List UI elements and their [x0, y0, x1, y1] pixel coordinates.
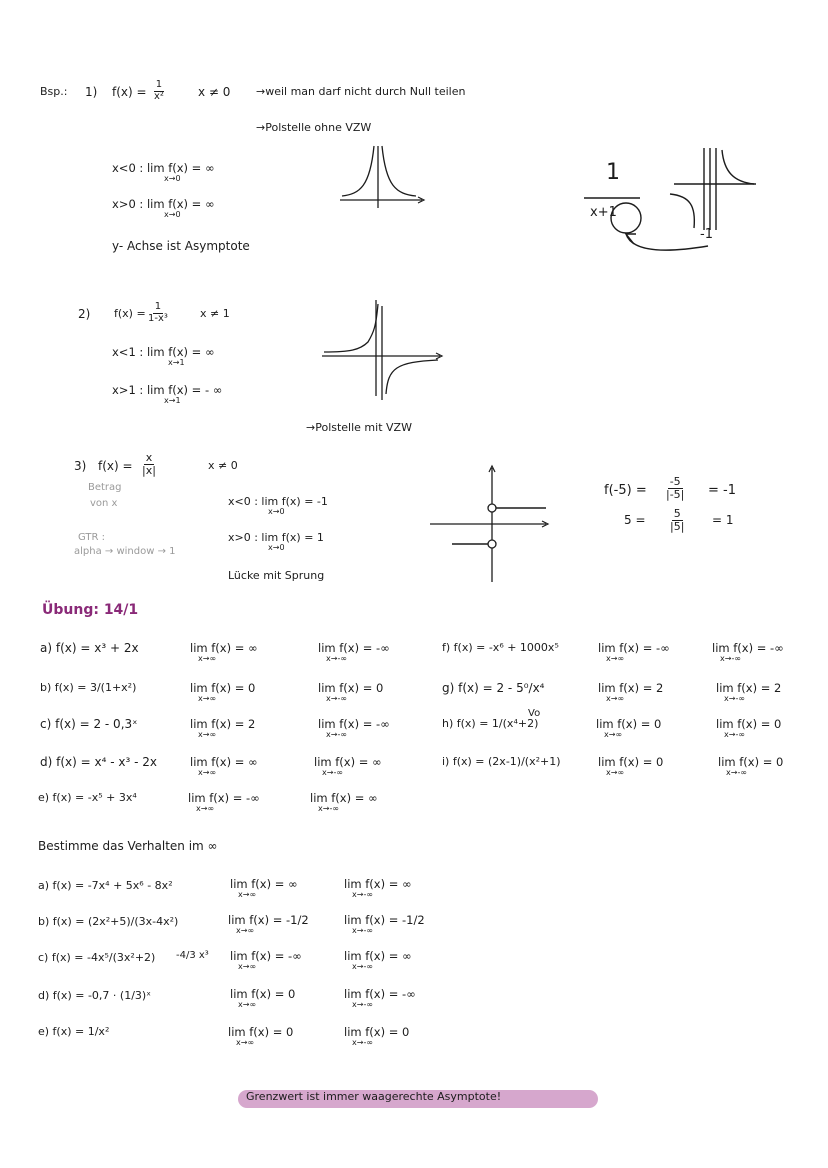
uebung-d-lim1-sub: x→∞ — [198, 767, 217, 777]
ex3-calc1-den: |-5| — [666, 487, 685, 501]
uebung-e-lim2 — [310, 792, 378, 813]
ex3-calc2-fraction — [668, 508, 686, 532]
uebung-d-lim1-text: lim f(x) = ∞ — [190, 755, 258, 769]
ex1-limit-left-text: x<0 : lim f(x) = ∞ — [112, 161, 215, 175]
uebung-g-label: g) f(x) = 2 - 5⁰/x⁴ — [442, 681, 545, 695]
bestimme-d-label: d) f(x) = -0,7 · (1/3)ˣ — [38, 989, 152, 1002]
uebung-g-lim2-sub: x→-∞ — [724, 693, 745, 703]
ex3-calc1-lhs: f(-5) = — [604, 483, 647, 498]
ex3-limit-right — [228, 532, 324, 553]
uebung-d-lim2-sub: x→-∞ — [322, 767, 343, 777]
bestimme-a-lim1 — [230, 878, 298, 899]
bestimme-b-label: b) f(x) = (2x²+5)/(3x-4x²) — [38, 915, 179, 928]
side-note-minus-one: -1 — [700, 227, 713, 242]
bestimme-d-lim2-text: lim f(x) = -∞ — [344, 987, 416, 1001]
ex1-limit-left-sub: x→0 — [164, 173, 181, 183]
bestimme-b-lim1 — [228, 914, 309, 935]
uebung-f-lim1-sub: x→∞ — [606, 653, 625, 663]
uebung-vo-note: Vo — [528, 708, 541, 719]
uebung-e-lim1-text: lim f(x) = -∞ — [188, 791, 260, 805]
bestimme-title: Bestimme das Verhalten im ∞ — [38, 839, 218, 853]
bestimme-e-lim1-sub: x→∞ — [236, 1037, 255, 1047]
uebung-b-lim1 — [190, 682, 255, 703]
ex3-limit-right-text: x>0 : lim f(x) = 1 — [228, 531, 324, 544]
uebung-g-lim2 — [716, 682, 781, 703]
ex3-alpha-note: alpha → window → 1 — [74, 546, 176, 557]
bestimme-b-lim1-text: lim f(x) = -1/2 — [228, 913, 309, 927]
uebung-c-label: c) f(x) = 2 - 0,3ˣ — [40, 717, 138, 731]
bestimme-d-lim2-sub: x→-∞ — [352, 999, 373, 1009]
uebung-d-lim1 — [190, 756, 258, 777]
side-note-numerator: 1 — [606, 160, 620, 185]
ex3-gtr-note: GTR : — [78, 532, 105, 543]
uebung-g-lim1-sub: x→∞ — [606, 693, 625, 703]
side-note-sketch — [578, 146, 764, 256]
bsp-label: Bsp.: — [40, 85, 68, 98]
uebung-h-lim1-sub: x→∞ — [604, 729, 623, 739]
uebung-g-lim1 — [598, 682, 663, 703]
bestimme-a-lim1-text: lim f(x) = ∞ — [230, 877, 298, 891]
bestimme-b-lim2-sub: x→-∞ — [352, 925, 373, 935]
ex3-fraction-den: |x| — [142, 463, 156, 477]
uebung-c-lim2 — [318, 718, 390, 739]
uebung-c-lim2-text: lim f(x) = -∞ — [318, 717, 390, 731]
ex2-graph — [320, 296, 446, 400]
uebung-i-lim2 — [718, 756, 783, 777]
uebung-e-lim2-text: lim f(x) = ∞ — [310, 791, 378, 805]
uebung-g-lim2-text: lim f(x) = 2 — [716, 681, 782, 695]
bestimme-a-label: a) f(x) = -7x⁴ + 5x⁶ - 8x² — [38, 879, 173, 892]
ex3-condition: x ≠ 0 — [208, 459, 238, 472]
ex1-asymptote-note: y- Achse ist Asymptote — [112, 239, 250, 253]
ex3-limit-left — [228, 496, 328, 517]
uebung-i-lim1 — [598, 756, 663, 777]
uebung-h-lim1 — [596, 718, 661, 739]
ex2-limit-left-text: x<1 : lim f(x) = ∞ — [112, 345, 215, 359]
ex3-limit-right-sub: x→0 — [268, 543, 285, 553]
ex3-calc2-rhs: = 1 — [712, 513, 734, 527]
ex3-calc2-lhs: 5 = — [624, 513, 646, 527]
uebung-h-lim2-text: lim f(x) = 0 — [716, 717, 782, 731]
bestimme-d-lim1-sub: x→∞ — [238, 999, 257, 1009]
bestimme-b-lim2 — [344, 914, 425, 935]
ex1-fraction-den: x² — [154, 90, 164, 102]
bestimme-c-lim1-sub: x→∞ — [238, 961, 257, 971]
uebung-d-label: d) f(x) = x⁴ - x³ - 2x — [40, 755, 157, 769]
uebung-b-lim1-text: lim f(x) = 0 — [190, 681, 256, 695]
ex3-graph — [428, 464, 552, 584]
uebung-h-label: h) f(x) = 1/(x⁴+2) — [442, 717, 539, 730]
ex3-betrag-note: Betrag — [88, 482, 122, 493]
ex3-calc2-num: 5 — [673, 507, 681, 520]
bestimme-a-lim2-sub: x→-∞ — [352, 889, 373, 899]
uebung-i-lim2-sub: x→-∞ — [726, 767, 747, 777]
bestimme-e-lim2-sub: x→-∞ — [352, 1037, 373, 1047]
ex2-limit-left — [112, 346, 215, 367]
uebung-d-lim2 — [314, 756, 382, 777]
uebung-b-label: b) f(x) = 3/(1+x²) — [40, 681, 137, 694]
ex1-fraction — [152, 80, 166, 102]
ex1-limit-right — [112, 198, 215, 219]
ex3-number: 3) — [74, 459, 87, 473]
ex1-limit-right-text: x>0 : lim f(x) = ∞ — [112, 197, 215, 211]
footer-note: Grenzwert ist immer waagerechte Asymptote! — [246, 1090, 502, 1103]
bestimme-a-lim2 — [344, 878, 412, 899]
uebung-a-lim2-text: lim f(x) = -∞ — [318, 641, 390, 655]
ex2-fraction — [146, 302, 170, 324]
bestimme-e-lim2 — [344, 1026, 409, 1047]
ex2-pole-note: →Polstelle mit VZW — [306, 421, 412, 434]
bestimme-b-lim1-sub: x→∞ — [236, 925, 255, 935]
uebung-f-lim2-text: lim f(x) = -∞ — [712, 641, 784, 655]
ex1-graph — [336, 140, 428, 212]
ex2-fraction-den: 1-x³ — [148, 312, 168, 324]
bestimme-c-lim1 — [230, 950, 302, 971]
ex2-limit-right-text: x>1 : lim f(x) = - ∞ — [112, 383, 223, 397]
ex3-calc1-rhs: = -1 — [708, 483, 736, 498]
bestimme-d-lim2 — [344, 988, 416, 1009]
uebung-f-label: f) f(x) = -x⁶ + 1000x⁵ — [442, 641, 559, 654]
uebung-e-lim1 — [188, 792, 260, 813]
bestimme-c-label: c) f(x) = -4x⁵/(3x²+2) — [38, 951, 156, 964]
uebung-a-label: a) f(x) = x³ + 2x — [40, 641, 139, 655]
uebung-b-lim2-sub: x→-∞ — [326, 693, 347, 703]
ex3-limit-left-sub: x→0 — [268, 507, 285, 517]
uebung-b-lim1-sub: x→∞ — [198, 693, 217, 703]
uebung-h-lim2 — [716, 718, 781, 739]
uebung-f-lim2 — [712, 642, 784, 663]
ex3-fraction-num: x — [145, 451, 153, 464]
uebung-b-lim2 — [318, 682, 383, 703]
bestimme-c-lim1-text: lim f(x) = -∞ — [230, 949, 302, 963]
bestimme-e-lim1 — [228, 1026, 293, 1047]
bestimme-e-lim2-text: lim f(x) = 0 — [344, 1025, 410, 1039]
ex1-function-label: f(x) = — [112, 85, 147, 99]
uebung-c-lim2-sub: x→-∞ — [326, 729, 347, 739]
ex1-pole-note: →Polstelle ohne VZW — [256, 121, 372, 134]
ex1-number: 1) — [85, 85, 98, 99]
ex3-calc1-num: -5 — [669, 475, 681, 488]
ex2-limit-right — [112, 384, 222, 405]
uebung-i-lim1-text: lim f(x) = 0 — [598, 755, 664, 769]
uebung-c-lim1 — [190, 718, 255, 739]
uebung-h-lim2-sub: x→-∞ — [724, 729, 745, 739]
uebung-i-label: i) f(x) = (2x-1)/(x²+1) — [442, 755, 561, 768]
uebung-d-lim2-text: lim f(x) = ∞ — [314, 755, 382, 769]
ex3-fraction — [140, 452, 158, 476]
uebung-a-lim1-sub: x→∞ — [198, 653, 217, 663]
ex2-function-label: f(x) = — [114, 307, 146, 320]
ex3-limit-left-text: x<0 : lim f(x) = -1 — [228, 495, 328, 508]
uebung-a-lim2 — [318, 642, 390, 663]
bestimme-c-lim2-sub: x→-∞ — [352, 961, 373, 971]
uebung-e-lim2-sub: x→-∞ — [318, 803, 339, 813]
bestimme-a-lim2-text: lim f(x) = ∞ — [344, 877, 412, 891]
ex3-function-label: f(x) = — [98, 459, 133, 473]
uebung-a-lim1 — [190, 642, 258, 663]
ex2-number: 2) — [78, 307, 91, 321]
side-note-denominator: x+1 — [590, 205, 617, 220]
uebung-i-lim1-sub: x→∞ — [606, 767, 625, 777]
uebung-h-lim1-text: lim f(x) = 0 — [596, 717, 662, 731]
bestimme-b-lim2-text: lim f(x) = -1/2 — [344, 913, 425, 927]
uebung-i-lim2-text: lim f(x) = 0 — [718, 755, 784, 769]
ex1-limit-right-sub: x→0 — [164, 209, 181, 219]
uebung-g-lim1-text: lim f(x) = 2 — [598, 681, 664, 695]
ex1-limit-left — [112, 162, 215, 183]
ex2-fraction-num: 1 — [154, 301, 162, 312]
ex2-condition: x ≠ 1 — [200, 307, 230, 320]
ex3-vonx-note: von x — [90, 498, 118, 509]
bestimme-e-label: e) f(x) = 1/x² — [38, 1025, 110, 1038]
uebung-c-lim1-text: lim f(x) = 2 — [190, 717, 256, 731]
ex2-limit-left-sub: x→1 — [168, 357, 185, 367]
uebung-c-lim1-sub: x→∞ — [198, 729, 217, 739]
uebung-b-lim2-text: lim f(x) = 0 — [318, 681, 384, 695]
ex1-condition: x ≠ 0 — [198, 85, 231, 99]
bestimme-a-lim1-sub: x→∞ — [238, 889, 257, 899]
uebung-a-lim2-sub: x→-∞ — [326, 653, 347, 663]
ex1-reason: →weil man darf nicht durch Null teilen — [256, 85, 466, 98]
bestimme-c-lim2-text: lim f(x) = ∞ — [344, 949, 412, 963]
uebung-title: Übung: 14/1 — [42, 602, 139, 618]
ex1-fraction-num: 1 — [155, 79, 163, 90]
uebung-f-lim1-text: lim f(x) = -∞ — [598, 641, 670, 655]
uebung-e-lim1-sub: x→∞ — [196, 803, 215, 813]
bestimme-aside-note: -4/3 x³ — [176, 950, 209, 961]
bestimme-e-lim1-text: lim f(x) = 0 — [228, 1025, 294, 1039]
uebung-f-lim1 — [598, 642, 670, 663]
ex3-calc2-den: |5| — [670, 519, 685, 533]
uebung-f-lim2-sub: x→-∞ — [720, 653, 741, 663]
bestimme-c-lim2 — [344, 950, 412, 971]
bestimme-d-lim1 — [230, 988, 295, 1009]
ex3-luecke-note: Lücke mit Sprung — [228, 569, 325, 582]
ex2-limit-right-sub: x→1 — [164, 395, 181, 405]
ex3-calc1-fraction — [664, 476, 686, 500]
bestimme-d-lim1-text: lim f(x) = 0 — [230, 987, 296, 1001]
uebung-e-label: e) f(x) = -x⁵ + 3x⁴ — [38, 791, 137, 804]
uebung-a-lim1-text: lim f(x) = ∞ — [190, 641, 258, 655]
